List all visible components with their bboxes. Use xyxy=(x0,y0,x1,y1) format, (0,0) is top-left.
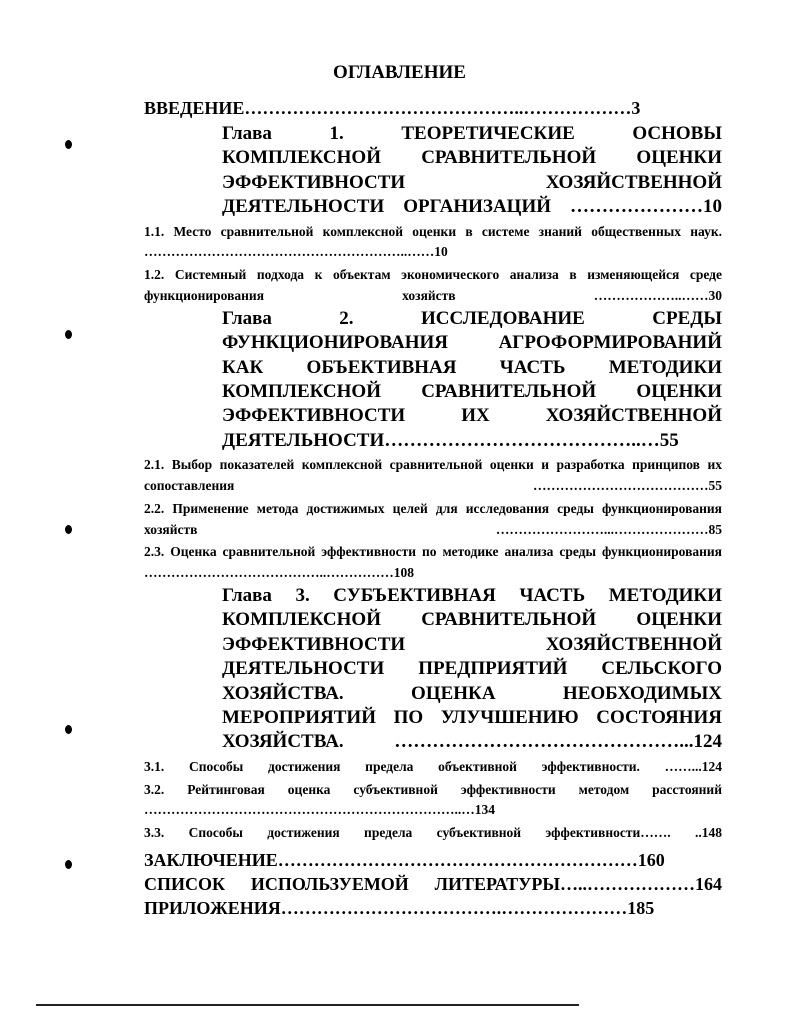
binding-hole-mark xyxy=(65,140,72,149)
toc-entry-chapter-3: Глава 3. СУБЪЕКТИВНАЯ ЧАСТЬ МЕТОДИКИ КОМПЛЕКСНОЙ СРАВНИТЕЛЬНОЙ ОЦЕНКИ ЭФФЕКТИВНОСТИ ХОЗЯЙСТВЕННОЙ ДЕЯТЕЛЬНОСТИ ПРЕДПРИЯТИЙ СЕЛЬСКОГО ХОЗЯЙСТВА. ОЦЕНКА НЕОБХОДИМЫХ МЕРОПРИЯТИЙ ПО УЛУЧШЕНИЮ СОСТОЯНИЯ ХОЗЯЙСТВА. ………………………………………...124 xyxy=(222,585,722,753)
binding-hole-mark xyxy=(65,725,72,734)
binding-hole-mark xyxy=(65,330,72,339)
toc-entry-conclusion: ЗАКЛЮЧЕНИЕ……………………………………………………160 xyxy=(144,850,665,871)
toc-entry-appendices: ПРИЛОЖЕНИЯ……………………………….…………………185 xyxy=(144,898,655,919)
toc-title: ОГЛАВЛЕНИЕ xyxy=(333,62,466,83)
toc-entry-introduction: ВВЕДЕНИЕ………………………………………..………………3 xyxy=(144,98,641,118)
binding-hole-mark xyxy=(65,860,72,869)
toc-entry-section-3-3: 3.3. Способы достижения предела субъективной эффективности……. ..148 xyxy=(144,825,722,841)
table-of-contents xyxy=(144,96,722,920)
toc-entry-section-3-2: 3.2. Рейтинговая оценка субъективной эффективности методом расстояний ……………………………………………………………..…134 xyxy=(144,781,722,818)
toc-entry-section-1-2: 1.2. Системный подхода к объектам экономического анализа в изменяющейся среде функционирования хозяйств ………………..……30 xyxy=(144,267,722,304)
toc-entry-section-2-3: 2.3. Оценка сравнительной эффективности по методике анализа среды функционирования …………………………………..……………108 xyxy=(144,544,722,581)
toc-entry-references: СПИСОК ИСПОЛЬЗУЕМОЙ ЛИТЕРАТУРЫ…..………………164 xyxy=(144,874,722,895)
binding-hole-mark xyxy=(65,525,72,534)
toc-entry-section-1-1: 1.1. Место сравнительной комплексной оценки в системе знаний общественных наук. …………………………………………………..……10 xyxy=(144,223,722,260)
toc-entry-section-3-1: 3.1. Способы достижения предела объективной эффективности. ……...124 xyxy=(144,758,722,774)
toc-entry-chapter-2: Глава 2. ИССЛЕДОВАНИЕ СРЕДЫ ФУНКЦИОНИРОВАНИЯ АГРОФОРМИРОВАНИЙ КАК ОБЪЕКТИВНАЯ ЧАСТЬ МЕТОДИКИ КОМПЛЕКСНОЙ СРАВНИТЕЛЬНОЙ ОЦЕНКИ ЭФФЕКТИВНОСТИ ИХ ХОЗЯЙСТВЕННОЙ ДЕЯТЕЛЬНОСТИ…………………………………..…55 xyxy=(222,307,722,451)
toc-entry-section-2-1: 2.1. Выбор показателей комплексной сравнительной оценки и разработка принципов их сопоставления …………………………………55 xyxy=(144,457,722,494)
toc-entry-chapter-1: Глава 1. ТЕОРЕТИЧЕСКИЕ ОСНОВЫ КОМПЛЕКСНОЙ СРАВНИТЕЛЬНОЙ ОЦЕНКИ ЭФФЕКТИВНОСТИ ХОЗЯЙСТВЕННОЙ ДЕЯТЕЛЬНОСТИ ОРГАНИЗАЦИЙ …………………10 xyxy=(222,123,722,218)
toc-entry-section-2-2: 2.2. Применение метода достижимых целей для исследования среды функционирования хозяйств ……………………...…………………85 xyxy=(144,500,722,537)
bottom-rule xyxy=(36,1004,579,1006)
